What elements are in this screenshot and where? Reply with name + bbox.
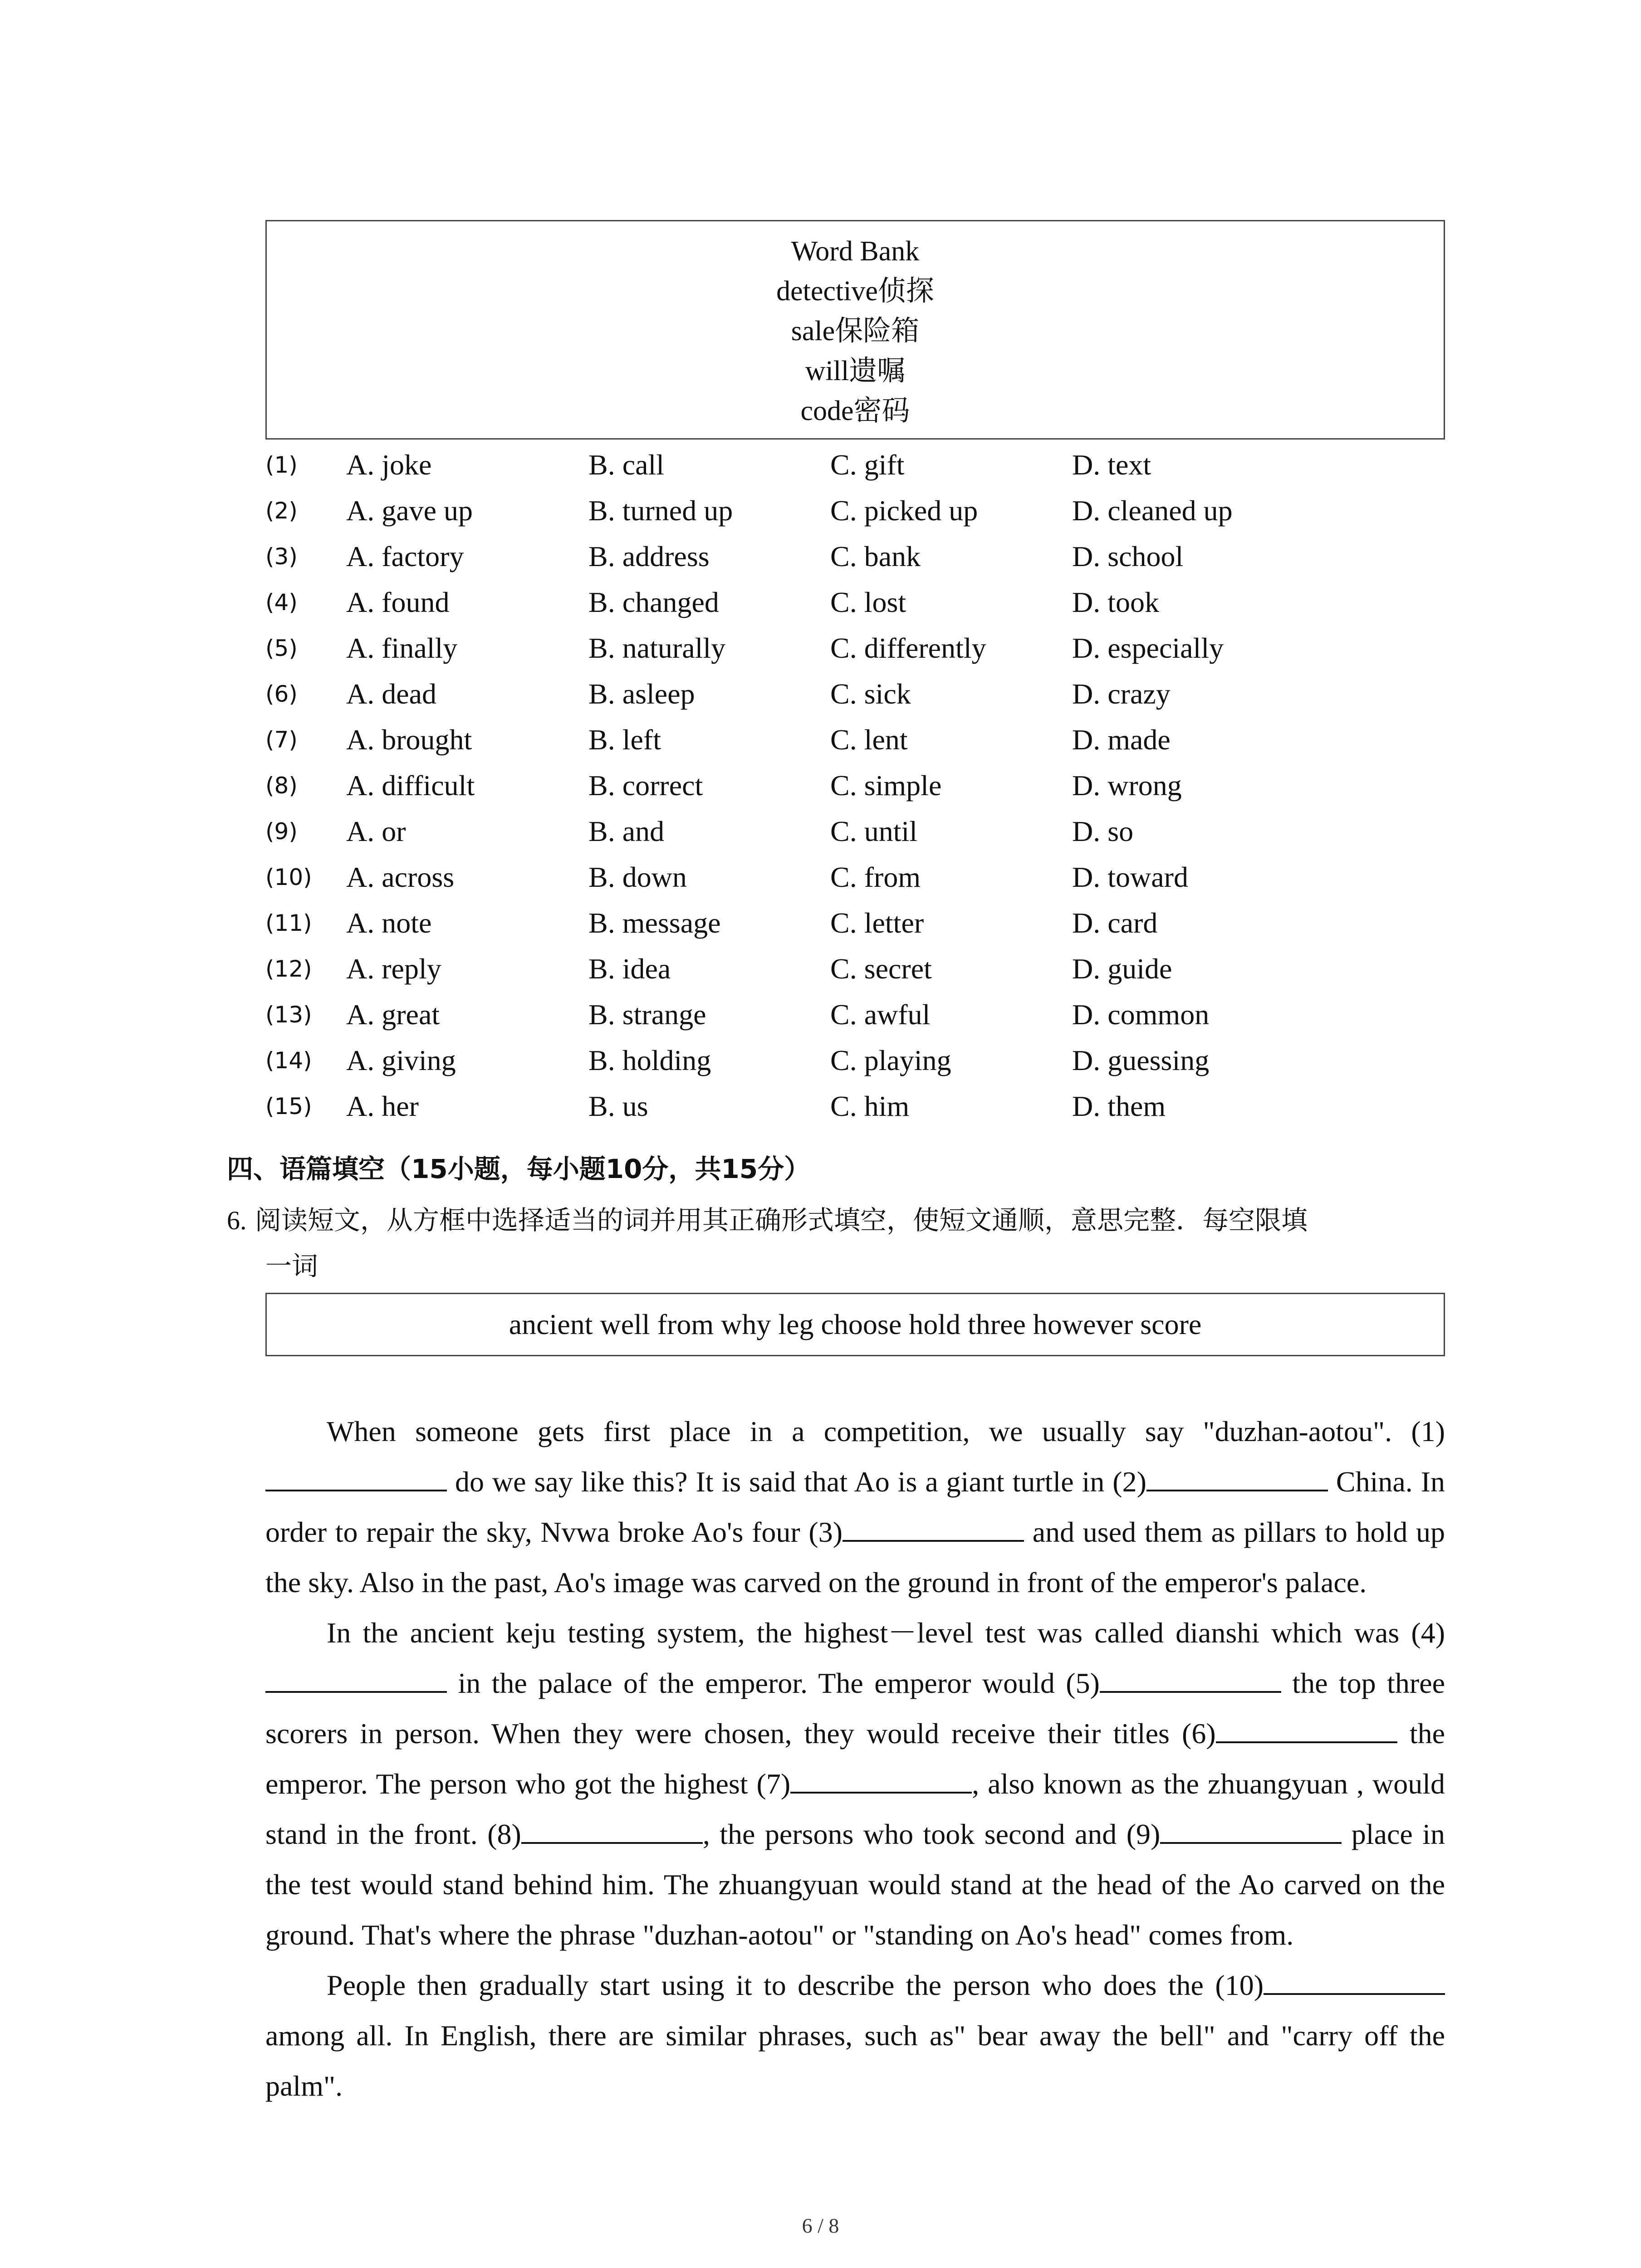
blank-1[interactable]	[265, 1458, 447, 1491]
question-number: (5)	[265, 635, 298, 661]
option-a: A. difficult	[346, 769, 475, 802]
option-row	[265, 442, 1445, 488]
option-a: A. great	[346, 998, 440, 1031]
option-c: C. awful	[830, 998, 931, 1031]
passage-text: do we say like this? It is said that Ao is a giant turtle in (2)	[447, 1466, 1146, 1498]
option-d: D. took	[1072, 586, 1159, 618]
option-d: D. cleaned up	[1072, 494, 1233, 527]
option-b: B. address	[588, 540, 710, 572]
option-row	[265, 488, 1445, 534]
passage-text: place in the test would stand behind him. The zhuangyuan would stand at the head of the Ao carved on the ground. That's where the phrase "duzhan-aotou" or "standing on Ao's head" comes from.	[265, 1818, 1445, 1951]
option-b: B. changed	[588, 586, 719, 618]
passage-text: , also known as the zhuangyuan , would stand in the front. (8)	[265, 1768, 1445, 1850]
option-c: C. sick	[830, 678, 911, 710]
option-a: A. dead	[346, 678, 437, 710]
page-number: 6 / 8	[802, 2214, 839, 2237]
blank-5[interactable]	[1100, 1659, 1281, 1693]
question-number: (10)	[265, 864, 312, 890]
option-a: A. giving	[346, 1044, 456, 1076]
option-b: B. us	[588, 1090, 648, 1122]
option-d: D. common	[1072, 998, 1210, 1031]
passage-text: and used them as pillars to hold up the sky. Also in the past, Ao's image was carved on the ground in front of the emperor's palace.	[265, 1516, 1445, 1598]
option-d: D. card	[1072, 907, 1158, 939]
option-d: D. them	[1072, 1090, 1166, 1122]
option-row	[265, 855, 1445, 900]
option-row	[265, 671, 1445, 717]
option-c: C. lent	[830, 723, 908, 756]
option-b: B. message	[588, 907, 721, 939]
option-row	[265, 1038, 1445, 1084]
question-number: (4)	[265, 589, 298, 616]
question-number: 6.	[227, 1206, 247, 1235]
paragraph-1	[265, 1406, 1445, 1608]
option-b: B. left	[588, 723, 661, 756]
option-a: A. reply	[346, 953, 441, 985]
option-d: D. guide	[1072, 953, 1172, 985]
passage-text: When someone gets first place in a competition, we usually say "duzhan-aotou". (1)	[327, 1415, 1445, 1447]
word-bank-entry: detective侦探	[776, 276, 934, 307]
option-row	[265, 992, 1445, 1038]
option-a: A. factory	[346, 540, 464, 572]
instruction-text-continued: 一词	[265, 1251, 318, 1281]
question-number: (14)	[265, 1047, 312, 1074]
passage-text: In the ancient keju testing system, the highest－level test was called dianshi which was (4)	[327, 1617, 1445, 1649]
question-number: (2)	[265, 498, 298, 524]
option-a: A. found	[346, 586, 450, 618]
instruction-text: 阅读短文，从方框中选择适当的词并用其正确形式填空，使短文通顺，意思完整．每空限填	[255, 1205, 1308, 1236]
question-instruction	[227, 1198, 1452, 1289]
option-a: A. across	[346, 861, 455, 893]
option-row	[265, 900, 1445, 946]
passage-text: in the palace of the emperor. The emperor would (5)	[447, 1667, 1100, 1699]
option-d: D. crazy	[1072, 678, 1171, 710]
word-bank-entry: sale保险箱	[791, 316, 920, 347]
option-b: B. correct	[588, 769, 703, 802]
option-a: A. gave up	[346, 494, 473, 527]
option-d: D. text	[1072, 449, 1151, 481]
option-c: C. simple	[830, 769, 942, 802]
paragraph-2	[265, 1608, 1445, 1960]
word-bank-box	[265, 220, 1445, 440]
blank-4[interactable]	[265, 1659, 447, 1693]
option-c: C. him	[830, 1090, 910, 1122]
option-row	[265, 1084, 1445, 1129]
option-row	[265, 809, 1445, 855]
word-choice-box: ancient well from why leg choose hold three however score	[265, 1293, 1445, 1356]
option-a: A. finally	[346, 632, 458, 664]
option-c: C. from	[830, 861, 921, 893]
blank-8[interactable]	[521, 1810, 703, 1844]
passage-text: China. In order to repair the sky, Nvwa broke Ao's four (3)	[265, 1466, 1445, 1548]
option-b: B. strange	[588, 998, 706, 1031]
word-bank-entry: code密码	[800, 396, 910, 426]
question-number: (1)	[265, 452, 298, 478]
blank-3[interactable]	[843, 1508, 1024, 1542]
option-b: B. idea	[588, 953, 671, 985]
option-a: A. note	[346, 907, 432, 939]
option-c: C. bank	[830, 540, 921, 572]
reading-passage	[265, 1406, 1445, 2111]
passage-text: , the persons who took second and (9)	[702, 1818, 1161, 1850]
option-c: C. gift	[830, 449, 905, 481]
passage-text: among all. In English, there are similar phrases, such as" bear away the bell" and "carry off the palm".	[265, 2019, 1445, 2102]
option-c: C. until	[830, 815, 918, 847]
option-b: B. call	[588, 449, 665, 481]
word-bank-title: Word Bank	[791, 236, 920, 267]
option-d: D. especially	[1072, 632, 1224, 664]
option-row	[265, 580, 1445, 626]
passage-text: the emperor. The person who got the highest (7)	[265, 1717, 1445, 1800]
option-d: D. guessing	[1072, 1044, 1210, 1076]
option-c: C. lost	[830, 586, 906, 618]
option-d: D. made	[1072, 723, 1171, 756]
option-c: C. secret	[830, 953, 932, 985]
question-number: (6)	[265, 681, 298, 707]
option-a: A. or	[346, 815, 406, 847]
option-b: B. down	[588, 861, 687, 893]
option-c: C. picked up	[830, 494, 978, 527]
section-heading: 四、语篇填空（15小题，每小题10分，共15分）	[227, 1154, 811, 1184]
passage-text: People then gradually start using it to describe the person who does the (10)	[327, 1969, 1264, 2001]
option-a: A. her	[346, 1090, 419, 1122]
option-row	[265, 946, 1445, 992]
option-d: D. school	[1072, 540, 1184, 572]
question-number: (7)	[265, 727, 298, 753]
option-b: B. holding	[588, 1044, 711, 1076]
option-a: A. joke	[346, 449, 432, 481]
paragraph-3	[265, 1960, 1445, 2111]
option-a: A. brought	[346, 723, 472, 756]
option-c: C. letter	[830, 907, 924, 939]
question-number: (3)	[265, 543, 298, 570]
option-row	[265, 626, 1445, 671]
option-row	[265, 717, 1445, 763]
question-number: (12)	[265, 956, 312, 982]
question-number: (11)	[265, 910, 312, 936]
question-number: (9)	[265, 818, 298, 845]
blank-9[interactable]	[1160, 1810, 1342, 1844]
option-row	[265, 534, 1445, 580]
passage-text: the top three scorers in person. When they were chosen, they would receive their titles (6)	[265, 1667, 1445, 1750]
option-b: B. turned up	[588, 494, 733, 527]
question-number: (13)	[265, 1002, 312, 1028]
option-row	[265, 763, 1445, 809]
option-b: B. naturally	[588, 632, 726, 664]
blank-10[interactable]	[1264, 1961, 1445, 1995]
blank-2[interactable]	[1146, 1458, 1328, 1491]
option-c: C. differently	[830, 632, 986, 664]
blank-6[interactable]	[1216, 1710, 1397, 1743]
word-bank-entry: will遗嘱	[805, 356, 906, 386]
option-d: D. toward	[1072, 861, 1188, 893]
options-list	[265, 442, 1445, 1129]
option-d: D. so	[1072, 815, 1134, 847]
blank-7[interactable]	[790, 1760, 972, 1794]
option-d: D. wrong	[1072, 769, 1182, 802]
question-number: (15)	[265, 1093, 312, 1119]
option-b: B. asleep	[588, 678, 695, 710]
option-c: C. playing	[830, 1044, 951, 1076]
option-b: B. and	[588, 815, 665, 847]
question-number: (8)	[265, 772, 298, 799]
